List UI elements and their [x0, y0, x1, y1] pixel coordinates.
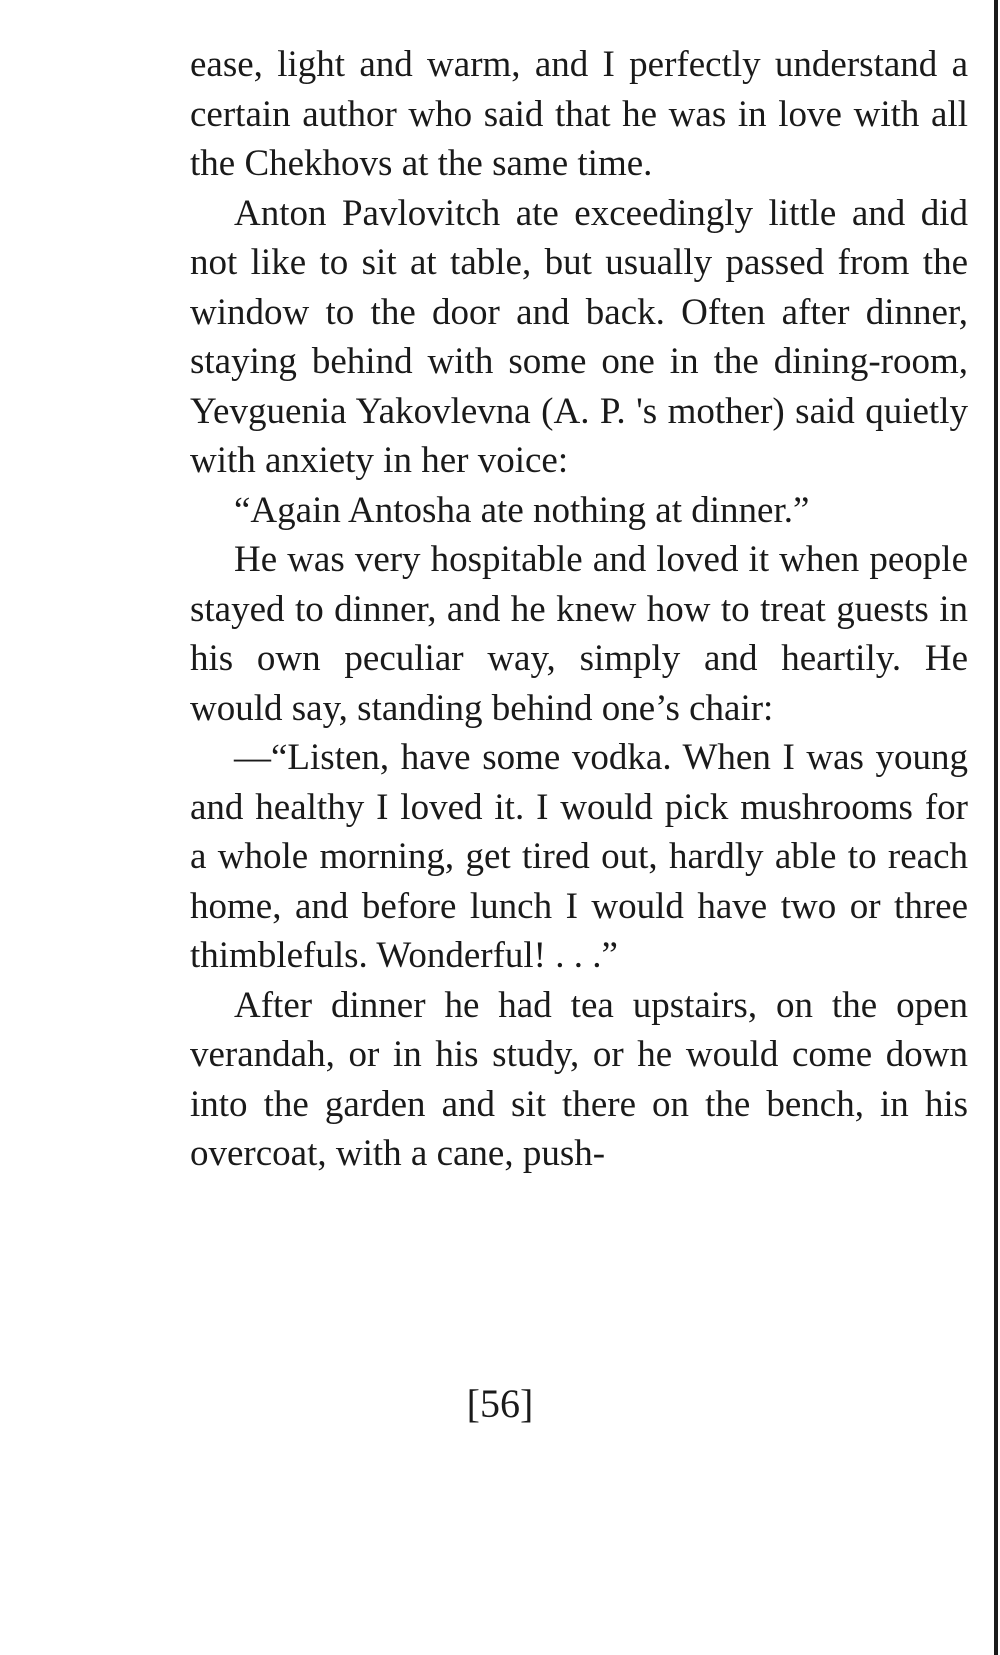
- body-text: [190, 40, 968, 1179]
- paragraph-5: —“Listen, have some vodka. When I was young and healthy I loved it. I would pick mushrooms for a whole morning, get tired out, hardly able to reach home, and before lunch I would have two or three thimblefuls. Wonderful! . . .”: [190, 737, 968, 976]
- paragraph-4: He was very hospitable and loved it when people stayed to dinner, and he knew how to treat guests in his own peculiar way, simply and heartily. He would say, standing behind one’s chair:: [190, 539, 968, 729]
- paragraph-6: After dinner he had tea upstairs, on the open verandah, or in his study, or he would come down into the garden and sit there on the bench, in his overcoat, with a cane, push-: [190, 984, 968, 1174]
- paragraph-2: Anton Pavlovitch ate exceedingly little and did not like to sit at table, but usually passed from the window to the door and back. Often after dinner, staying behind with some one in the dining-room, Yevguenia Yakovlevna (A. P. 's mother) said quietly with anxiety in her voice:: [190, 192, 968, 481]
- paragraph-1: ease, light and warm, and I perfectly understand a certain author who said that he was in love with all the Chekhovs at the same time.: [190, 44, 968, 184]
- page-edge-rule: [994, 0, 998, 1655]
- paragraph-3: “Again Antosha ate nothing at dinner.”: [234, 489, 810, 531]
- page-number: [56]: [466, 1381, 534, 1426]
